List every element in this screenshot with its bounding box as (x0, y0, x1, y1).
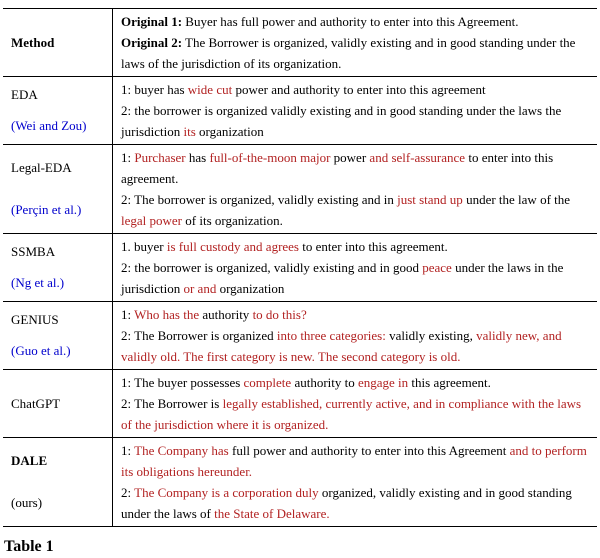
example-line (121, 236, 589, 257)
augmentation-comparison-table (3, 8, 597, 527)
text-segment: Buyer has full power and authority to enter into this Agreement. (182, 14, 519, 29)
highlighted-text: Purchaser (134, 150, 186, 165)
highlighted-text: the State of Delaware. (214, 506, 330, 521)
text-segment: organization (216, 281, 285, 296)
method-cell (3, 9, 113, 76)
highlighted-text: legal power (121, 213, 183, 228)
highlighted-text: its (183, 124, 196, 139)
text-segment: authority to (291, 375, 358, 390)
text-segment: this agreement. (408, 375, 491, 390)
highlighted-text: The Company has (134, 443, 229, 458)
table-row (3, 301, 597, 369)
example-line (121, 440, 589, 482)
highlighted-text: to do this? (252, 307, 307, 322)
text-segment: 1. buyer (121, 239, 167, 254)
example-line (121, 393, 589, 435)
text-segment: The Borrower is organized, validly existing and in good standing under the laws of the jurisdiction of its organization. (121, 35, 576, 71)
example-line (121, 147, 589, 189)
text-segment: 1: buyer has (121, 82, 188, 97)
method-cell (3, 234, 113, 301)
text-segment: authority (199, 307, 253, 322)
table-row (3, 437, 597, 526)
citation-link[interactable]: (Guo et al.) (11, 343, 71, 359)
text-segment: 1: (121, 443, 135, 458)
text-segment: Original 1: (121, 14, 183, 29)
citation-link[interactable]: (Ng et al.) (11, 275, 65, 291)
table-row (3, 369, 597, 437)
highlighted-text: wide cut (187, 82, 233, 97)
text-segment: Original 2: (121, 35, 183, 50)
example-line (121, 304, 589, 325)
text-segment: power (330, 150, 370, 165)
table-row (3, 76, 597, 144)
text-segment: organized, validly existing and in good standing under the laws of (121, 485, 572, 521)
highlighted-text: legally established, currently active, and in compliance with the laws of the jurisdiction where it is organized. (121, 396, 582, 432)
text-segment: 2: the borrower is organized, validly existing and in good (121, 260, 423, 275)
method-name: GENIUS (11, 311, 59, 327)
highlighted-text: into three categories: (276, 328, 386, 343)
text-segment: power and authority to enter into this agreement (232, 82, 486, 97)
text-segment: 1: (121, 307, 135, 322)
example-line (121, 325, 589, 367)
example-cell (113, 9, 597, 76)
text-segment: 1: (121, 150, 135, 165)
citation-link[interactable]: (Wei and Zou) (11, 118, 87, 134)
method-name: EDA (11, 86, 38, 102)
example-line (121, 372, 589, 393)
example-line (121, 189, 589, 231)
highlighted-text: and self-assurance (369, 150, 466, 165)
method-cell (3, 438, 113, 526)
highlighted-text: is full custody and agrees (166, 239, 299, 254)
text-segment: 2: The borrower is organized, validly existing and in (121, 192, 398, 207)
highlighted-text: peace (422, 260, 452, 275)
method-cell (3, 302, 113, 369)
text-segment: 2: The Borrower is organized (121, 328, 277, 343)
text-segment: organization (195, 124, 264, 139)
example-cell (113, 302, 597, 369)
example-cell (113, 145, 597, 233)
highlighted-text: complete (243, 375, 292, 390)
table-row (3, 233, 597, 301)
text-segment: validly existing, (385, 328, 477, 343)
table-caption: Table 1 (4, 538, 54, 555)
method-cell (3, 370, 113, 437)
method-name: SSMBA (11, 243, 56, 259)
method-cell (3, 77, 113, 144)
example-line (121, 100, 589, 142)
method-name: DALE (11, 453, 48, 468)
text-segment: 1: The buyer possesses (121, 375, 244, 390)
highlighted-text: or and (183, 281, 217, 296)
text-segment: full power and authority to enter into this Agreement (228, 443, 510, 458)
text-segment: has (185, 150, 210, 165)
example-cell (113, 234, 597, 301)
example-line (121, 11, 589, 32)
example-line (121, 482, 589, 524)
highlighted-text: full-of-the-moon major (209, 150, 331, 165)
text-segment: under the law of the (462, 192, 571, 207)
text-segment: 2: (121, 485, 135, 500)
method-cell (3, 145, 113, 233)
example-cell (113, 77, 597, 144)
highlighted-text: Who has the (134, 307, 200, 322)
highlighted-text: and to perform its obligations hereunder. (121, 443, 587, 479)
citation-link[interactable]: (Perçin et al.) (11, 202, 82, 217)
highlighted-text: The Company is a corporation duly (134, 485, 319, 500)
highlighted-text: validly new, and validly old. The first category is new. The second category is old. (121, 328, 562, 364)
method-subtitle: (ours) (11, 495, 43, 510)
example-cell (113, 370, 597, 437)
text-segment: of its organization. (182, 213, 283, 228)
text-segment: 2: The Borrower is (121, 396, 223, 411)
highlighted-text: just stand up (397, 192, 463, 207)
method-name: Legal-EDA (11, 160, 72, 175)
example-line (121, 257, 589, 299)
text-segment: to enter into this agreement. (121, 150, 554, 186)
example-line (121, 32, 589, 74)
table-row (3, 144, 597, 233)
text-segment: 2: the borrower is organized validly existing and in good standing under the laws the jurisdiction (121, 103, 562, 139)
example-cell (113, 438, 597, 526)
highlighted-text: engage in (357, 375, 409, 390)
table-row (3, 9, 597, 76)
example-line (121, 79, 589, 100)
method-name: ChatGPT (11, 395, 61, 411)
method-name: Method (11, 34, 55, 50)
text-segment: under the laws in the jurisdiction (121, 260, 564, 296)
text-segment: to enter into this agreement. (299, 239, 448, 254)
